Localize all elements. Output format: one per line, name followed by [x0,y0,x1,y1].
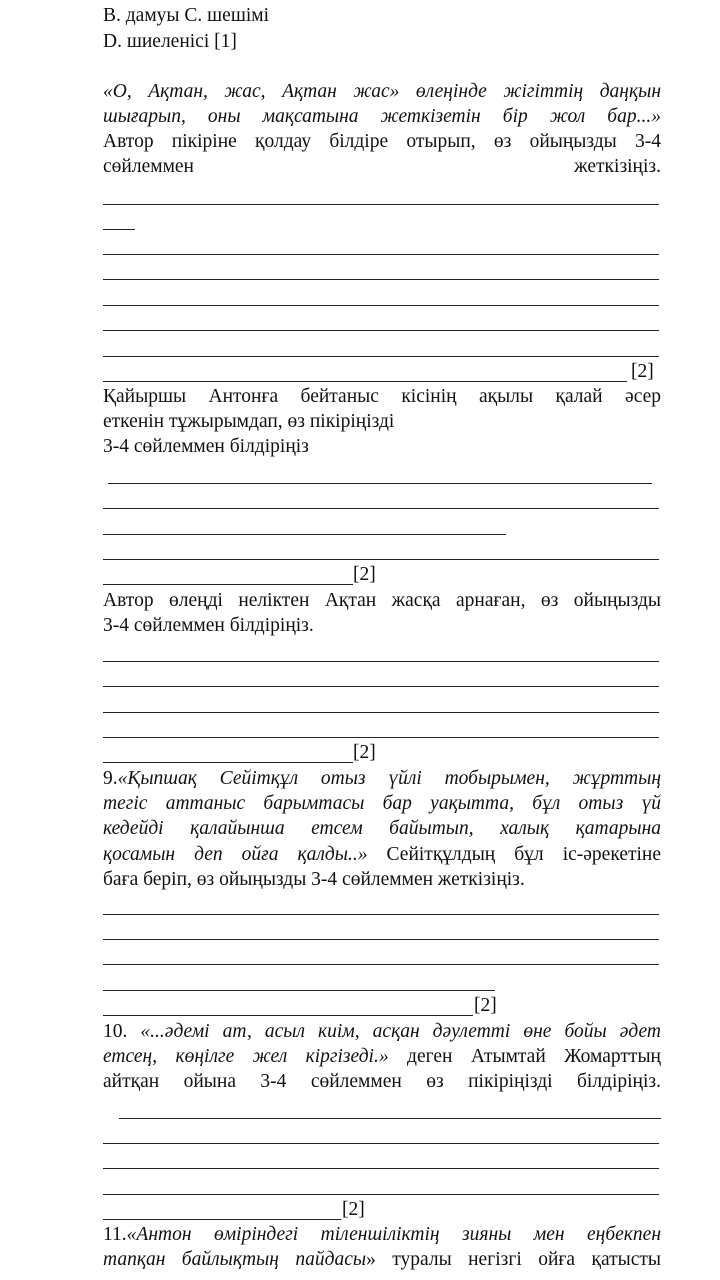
answer-line[interactable] [103,356,659,357]
answer-line[interactable] [103,914,659,915]
q10-prompt-line3: айтқан ойына 3-4 сөйлеммен өз пікіріңізді білдіріңіз. [103,1071,661,1092]
q9-quote-line2: тегіс аттаныс барымтасы бар уақытта, бұл отыз үй [103,793,661,814]
answer-line[interactable] [103,1219,341,1220]
answer-line[interactable] [103,964,659,965]
answer-line[interactable] [103,330,659,331]
q9-quote-line4: қосамын деп ойға қалды..» [103,844,368,865]
answer-line[interactable] [103,1015,473,1016]
option-d: D. шиеленісі [1] [103,31,237,52]
q9-quote-line1 [103,766,661,791]
q11-prompt-line2: » туралы негізгі ойға қатысты [366,1249,661,1270]
q8-prompt-line1: Автор өлеңді неліктен Ақтан жасқа арнаған, өз ойыңызды [103,590,661,611]
q9-prompt-line4: Сейітқұлдың бұл іс-әрекетіне [367,844,661,865]
q7-prompt-line2: еткенін тұжырымдап, өз пікіріңізді [103,411,395,432]
q6-quote-line2: шығарып, оны мақсатына жеткізетін бір жол бар...» [103,106,661,127]
q8-prompt-line2: 3-4 сөйлеммен білдіріңіз. [103,615,314,636]
q9-quote-line1-text: «Қыпшақ Сейітқұл отыз үйлі тобырымен, жұрттың [117,768,661,789]
answer-line[interactable] [103,584,353,585]
q10-line2 [103,1044,661,1069]
q6-prompt-line3: Автор пікіріне қолдау білдіре отырып, өз ойыңызды 3-4 [103,131,661,152]
answer-line[interactable] [103,1168,659,1169]
answer-line[interactable] [103,534,506,535]
q7-mark: [2] [353,564,376,585]
q11-quote-line2: тапқан байлықтың пайдасы [103,1249,367,1270]
answer-line[interactable] [103,1143,659,1144]
q10-quote-line1: «...әдемі ат, асыл киім, асқан дәулетті өне бойы әдет [140,1021,661,1042]
answer-line[interactable] [103,990,495,991]
answer-line[interactable] [103,508,659,509]
q10-line1 [103,1019,661,1044]
q6-mark: [2] [631,361,654,382]
q10-mark: [2] [342,1199,365,1220]
q11-line2 [103,1247,661,1272]
answer-line[interactable] [103,305,659,306]
answer-line[interactable] [103,737,659,738]
answer-line[interactable] [103,686,659,687]
q7-prompt-line3: 3-4 сөйлеммен білдіріңіз [103,436,309,457]
q6-prompt-line4b: жеткізіңіз. [574,156,661,177]
q11-number: 11. [103,1224,127,1245]
q10-number: 10. [103,1021,141,1042]
answer-line[interactable] [119,1118,661,1119]
q9-line4 [103,842,661,867]
answer-line[interactable] [103,939,659,940]
answer-line[interactable] [103,712,659,713]
q6-prompt-line4a: сөйлеммен [103,156,194,177]
q9-quote-line3: кедейді қалайынша етсем байытып, халық қатарына [103,818,661,839]
answer-line[interactable] [103,1194,659,1195]
q7-prompt-line1: Қайыршы Антонға бейтаныс кісінің ақылы қалай әсер [103,386,661,407]
option-b-c: B. дамуы C. шешімі [103,5,270,26]
q10-quote-line2: етсең, көңілге жел кіргізеді.» [103,1046,389,1067]
q8-mark: [2] [353,742,376,763]
answer-line[interactable] [108,483,652,484]
q9-number: 9. [103,768,118,789]
answer-line[interactable] [103,661,659,662]
q9-mark: [2] [474,995,497,1016]
answer-line[interactable] [103,762,353,763]
q11-quote-line1: «Антон өміріндегі тіленшіліктің зияны мен еңбекпен [126,1224,661,1245]
answer-line[interactable] [103,279,659,280]
q11-line1 [103,1222,661,1247]
answer-line[interactable] [103,229,135,230]
q10-prompt-line2: деген Атымтай Жомарттың [388,1046,661,1067]
q9-prompt-line5: баға беріп, өз ойыңызды 3-4 сөйлеммен жеткізіңіз. [103,869,525,890]
answer-line[interactable] [103,381,627,382]
answer-line[interactable] [103,559,659,560]
q6-quote-line1: «О, Ақтан, жас, Ақтан жас» өлеңінде жігіттің даңқын [103,81,661,102]
answer-line[interactable] [103,254,659,255]
answer-line[interactable] [103,204,659,205]
